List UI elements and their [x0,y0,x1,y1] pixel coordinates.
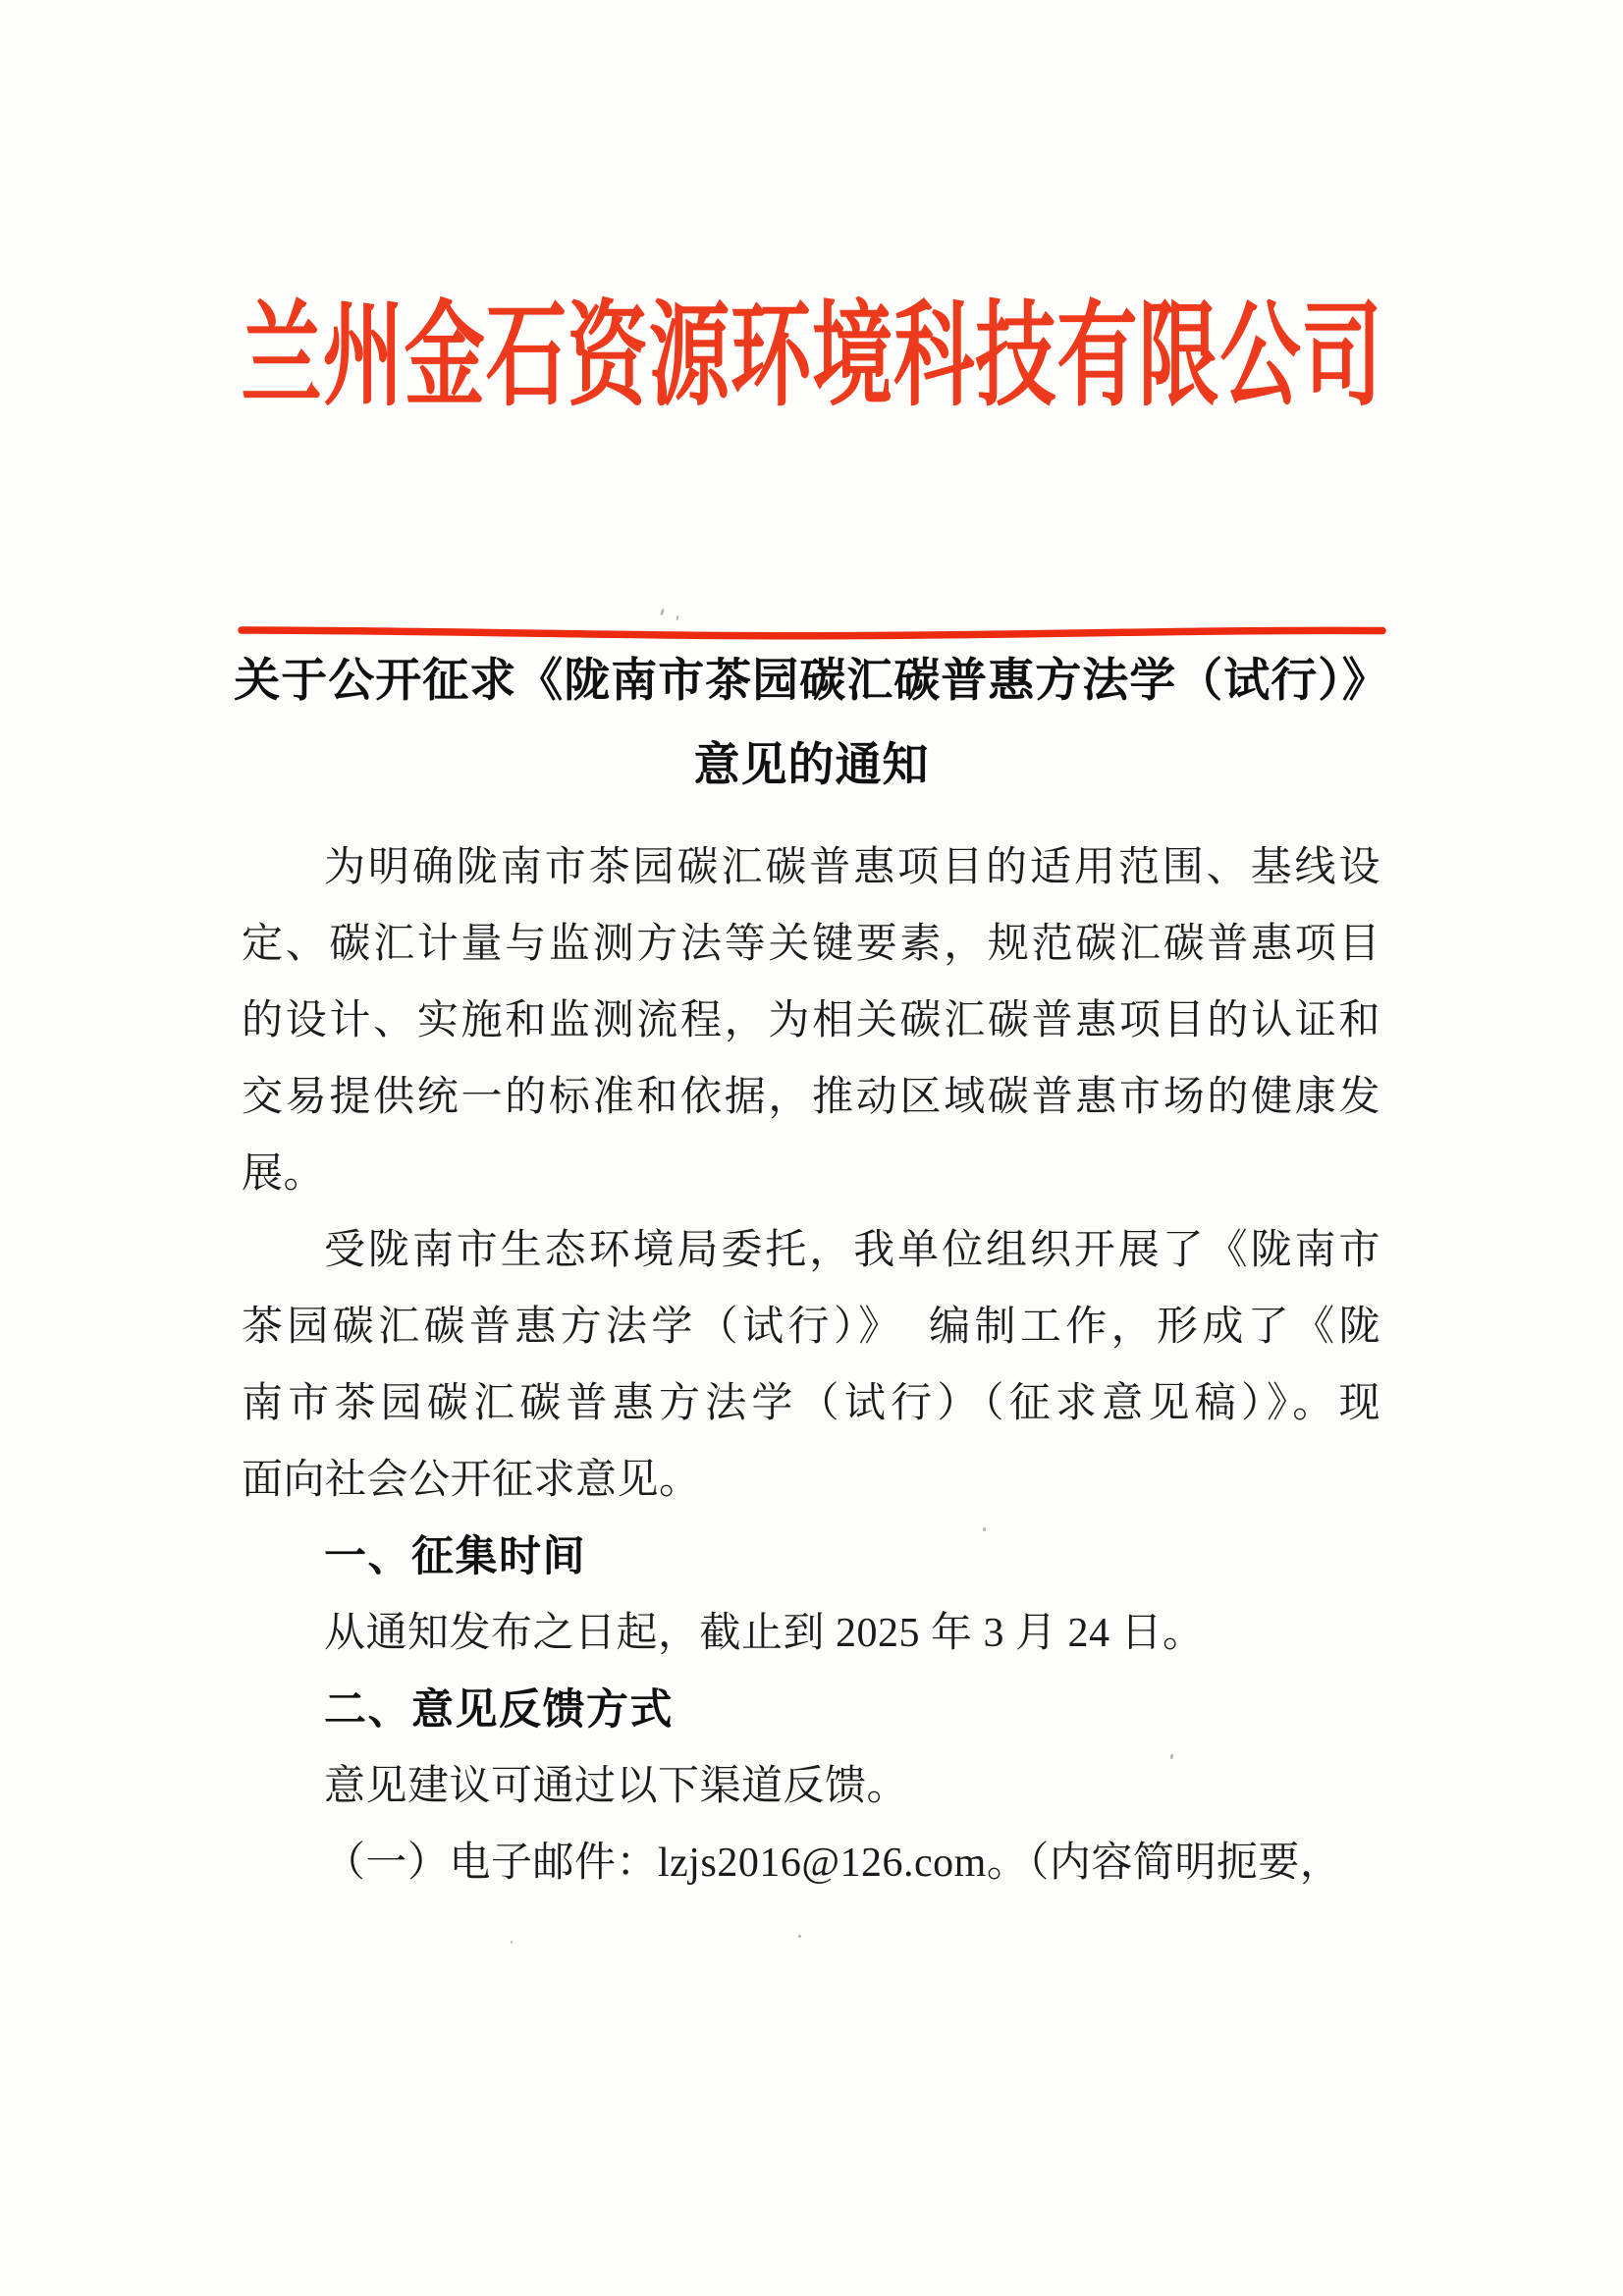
body-line: 展。 [242,1151,326,1197]
letterhead-divider-line [238,624,1386,642]
body-line: 意见建议可通过以下渠道反馈。 [324,1764,909,1809]
document-title-line1: 关于公开征求《陇南市茶园碳汇碳普惠方法学（试行）》 [234,656,1389,707]
scan-speck [798,1935,801,1938]
body-line: 茶园碳汇碳普惠方法学（试行）》 编制工作，形成了《陇 [242,1305,1380,1350]
document-body [242,829,1380,1901]
body-line: 南市茶园碳汇碳普惠方法学（试行）（征求意见稿）》。现 [242,1381,1380,1426]
body-line: 受陇南市生态环境局委托，我单位组织开展了《陇南市 [324,1228,1380,1273]
body-line: 从通知发布之日起，截止到 2025 年 3 月 24 日。 [324,1611,1205,1656]
scan-speck [676,615,679,620]
body-line: 为明确陇南市茶园碳汇碳普惠项目的适用范围、基线设 [324,845,1380,890]
document-title-line2: 意见的通知 [693,740,930,791]
section-heading: 二、意见反馈方式 [324,1686,674,1734]
body-line: 定、碳汇计量与监测方法等关键要素，规范碳汇碳普惠项目 [242,922,1380,967]
section-heading: 一、征集时间 [324,1533,586,1580]
scan-speck [983,1527,986,1531]
scan-speck [511,1941,513,1944]
letterhead [0,289,1623,422]
body-line: 面向社会公开征求意见。 [242,1458,701,1503]
body-line: （一）电子邮件：lzjs2016@126.com。（内容简明扼要， [324,1841,1342,1886]
scan-speck [660,609,665,616]
body-line: 交易提供统一的标准和依据，推动区域碳普惠市场的健康发 [242,1075,1380,1120]
body-line: 的设计、实施和监测流程，为相关碳汇碳普惠项目的认证和 [242,998,1380,1043]
company-name: 兰州金石资源环境科技有限公司 [241,289,1382,422]
